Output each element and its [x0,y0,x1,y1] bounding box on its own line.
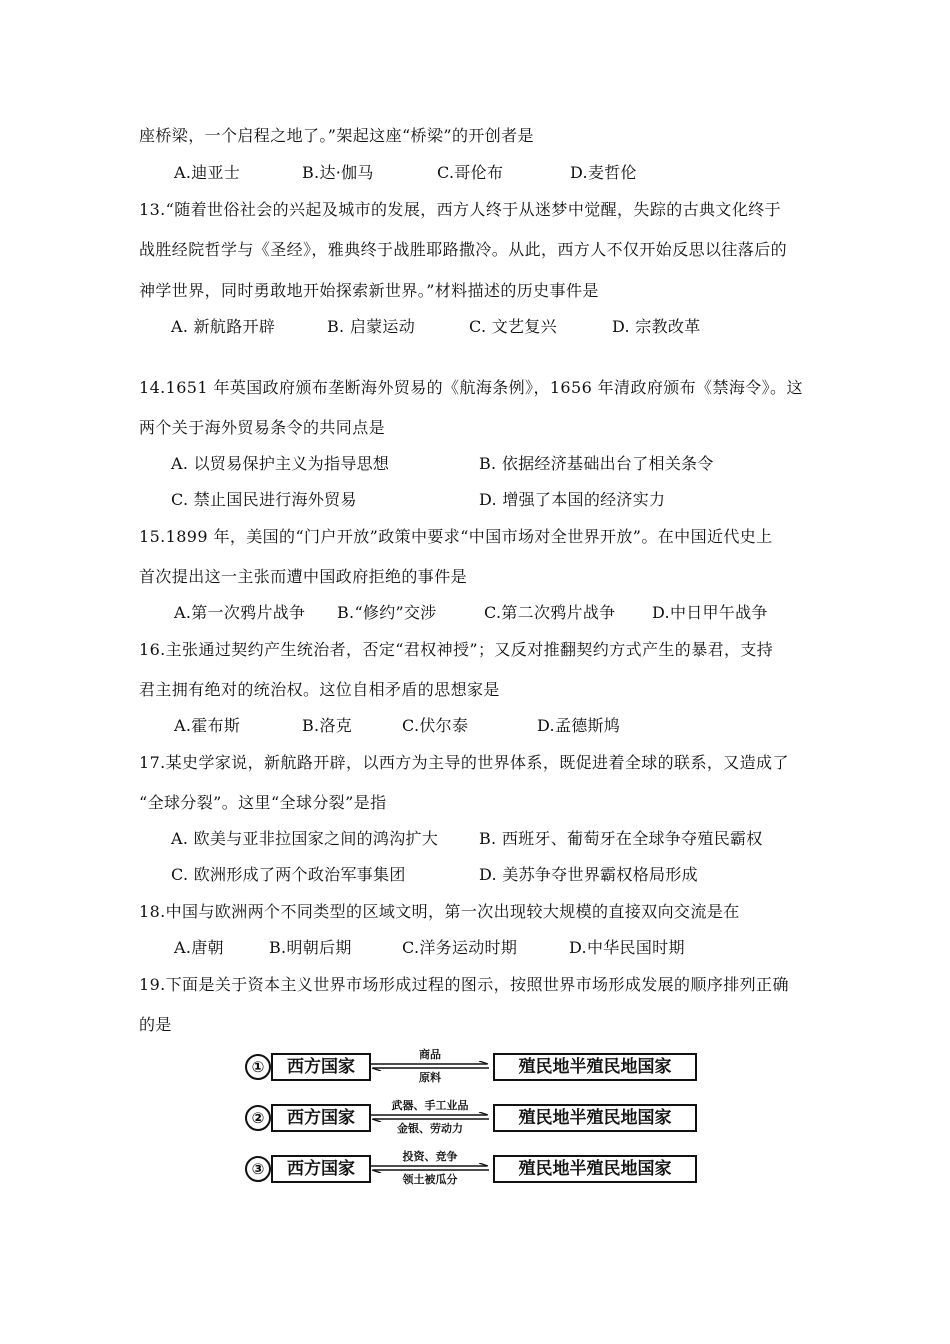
row-number-badge: ① [245,1054,271,1080]
colony-countries-box: 殖民地半殖民地国家 [493,1053,697,1081]
exchange-arrow [369,1150,491,1188]
q15-option-a: A.第一次鸦片战争 [174,603,306,622]
question-16-line-1: 16.主张通过契约产生统治者，否定“君权神授”；又反对推翻契约方式产生的暴君，支持 [139,640,774,659]
q17-option-a: A. 欧美与亚非拉国家之间的鸿沟扩大 [171,829,439,848]
question-14-line-1: 14.1651 年英国政府颁布垄断海外贸易的《航海条例》，1656 年清政府颁布《禁海令》。这 [139,378,803,397]
arrow-top-label: 商品 [419,1048,441,1061]
question-13-line-1: 13.“随着世俗社会的兴起及城市的发展，西方人终于从迷梦中觉醒，失踪的古典文化终于 [139,200,782,219]
western-countries-box: 西方国家 [271,1155,371,1183]
q17-option-c: C. 欧洲形成了两个政治军事集团 [171,865,406,884]
q16-option-b: B.洛克 [302,716,353,735]
exchange-arrow [369,1099,491,1137]
arrow-top-label: 武器、手工业品 [391,1099,469,1112]
question-19-line-2: 的是 [139,1015,172,1034]
question-14-line-2: 两个关于海外贸易条令的共同点是 [139,418,386,437]
q14-option-b: B. 依据经济基础出台了相关条令 [479,454,714,473]
question-19-line-1: 19.下面是关于资本主义世界市场形成过程的图示，按照世界市场形成发展的顺序排列正确 [139,975,789,994]
western-countries-box: 西方国家 [271,1104,371,1132]
western-countries-box: 西方国家 [271,1053,371,1081]
q16-option-c: C.伏尔泰 [402,716,469,735]
diagram-row-1 [245,1048,705,1086]
q14-option-c: C. 禁止国民进行海外贸易 [171,490,357,509]
q18-option-a: A.唐朝 [174,938,224,957]
question-12-stem-end: 座桥梁，一个启程之地了。”架起这座“桥梁”的开创者是 [139,126,534,145]
q12-option-d: D.麦哲伦 [570,163,637,182]
q16-option-a: A.霍布斯 [174,716,241,735]
diagram-row-2 [245,1099,705,1137]
double-arrow-icon [369,1061,491,1071]
q15-option-d: D.中日甲午战争 [652,603,768,622]
q12-option-c: C.哥伦布 [437,163,504,182]
question-15-line-1: 15.1899 年，美国的“门户开放”政策中要求“中国市场对全世界开放”。在中国近代史上 [139,527,773,546]
question-15-line-2: 首次提出这一主张而遭中国政府拒绝的事件是 [139,567,468,586]
q17-option-b: B. 西班牙、葡萄牙在全球争夺殖民霸权 [479,829,763,848]
q12-option-a: A.迪亚士 [174,163,241,182]
q18-option-c: C.洋务运动时期 [402,938,518,957]
q13-option-d: D. 宗教改革 [612,317,701,336]
q14-option-d: D. 增强了本国的经济实力 [479,490,666,509]
q18-option-b: B.明朝后期 [269,938,352,957]
arrow-top-label: 投资、竞争 [402,1150,458,1163]
diagram-row-3 [245,1150,705,1188]
q12-option-b: B.达·伽马 [302,163,374,182]
question-16-line-2: 君主拥有绝对的统治权。这位自相矛盾的思想家是 [139,680,500,699]
row-number-badge: ② [245,1105,271,1131]
q16-option-d: D.孟德斯鸠 [537,716,621,735]
question-17-line-2: “全球分裂”。这里“全球分裂”是指 [139,793,387,812]
question-13-line-2: 战胜经院哲学与《圣经》，雅典终于战胜耶路撒冷。从此，西方人不仅开始反思以往落后的 [139,240,788,259]
arrow-bottom-label: 原料 [419,1071,441,1084]
q17-option-d: D. 美苏争夺世界霸权格局形成 [479,865,698,884]
colony-countries-box: 殖民地半殖民地国家 [493,1155,697,1183]
double-arrow-icon [369,1163,491,1173]
exchange-arrow [369,1048,491,1086]
q14-option-a: A. 以贸易保护主义为指导思想 [171,454,390,473]
question-13-line-3: 神学世界，同时勇敢地开始探索新世界。”材料描述的历史事件是 [139,281,599,300]
q18-option-d: D.中华民国时期 [569,938,685,957]
world-market-diagram [245,1048,705,1188]
arrow-bottom-label: 领土被瓜分 [402,1173,458,1186]
q13-option-a: A. 新航路开辟 [171,317,276,336]
colony-countries-box: 殖民地半殖民地国家 [493,1104,697,1132]
q13-option-c: C. 文艺复兴 [469,317,557,336]
q15-option-c: C.第二次鸦片战争 [484,603,616,622]
arrow-bottom-label: 金银、劳动力 [397,1122,463,1135]
row-number-badge: ③ [245,1156,271,1182]
double-arrow-icon [369,1112,491,1122]
question-17-line-1: 17.某史学家说，新航路开辟，以西方为主导的世界体系，既促进着全球的联系，又造成了 [139,753,789,772]
q13-option-b: B. 启蒙运动 [327,317,416,336]
question-18-line-1: 18.中国与欧洲两个不同类型的区域文明，第一次出现较大规模的直接双向交流是在 [139,902,740,921]
q15-option-b: B.“修约”交涉 [337,603,437,622]
